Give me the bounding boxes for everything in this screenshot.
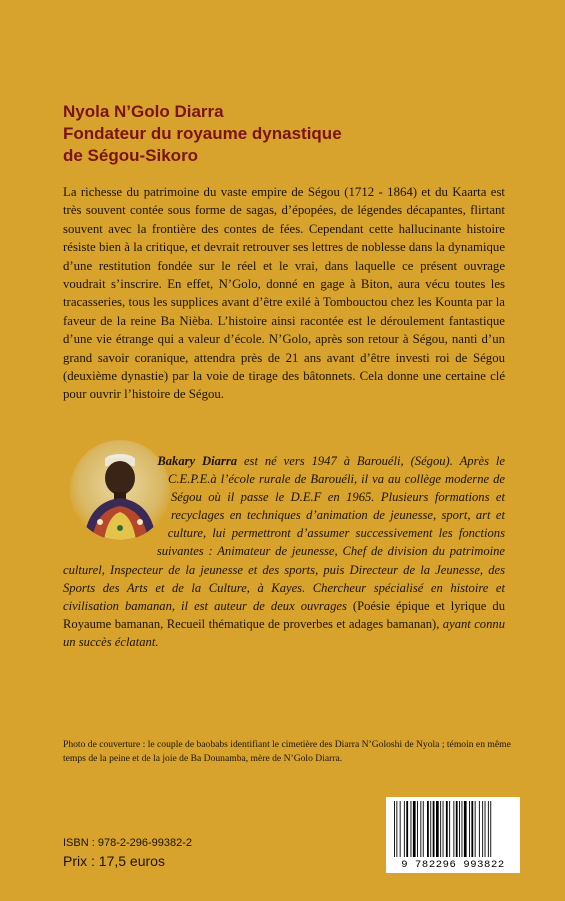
barcode-bar bbox=[475, 801, 476, 857]
barcode-bars bbox=[386, 797, 520, 859]
barcode-bar bbox=[479, 801, 480, 857]
barcode-bar bbox=[471, 801, 473, 857]
barcode-bar bbox=[400, 801, 401, 857]
isbn: ISBN : 978-2-296-99382-2 bbox=[63, 837, 193, 849]
barcode-bar bbox=[433, 801, 435, 857]
barcode-bar bbox=[482, 801, 483, 857]
barcode-bar bbox=[464, 801, 467, 857]
photo-wrap-spacer bbox=[61, 452, 171, 560]
barcode-bar bbox=[449, 801, 450, 857]
barcode-bar bbox=[459, 801, 460, 857]
barcode-bar bbox=[427, 801, 429, 857]
title-line-1: Nyola N’Golo Diarra bbox=[63, 102, 224, 121]
barcode bbox=[386, 797, 520, 873]
barcode-bar bbox=[490, 801, 491, 857]
author-name: Bakary Diarra bbox=[157, 454, 238, 468]
bio-end-text: , ayant connu un succès éclatant. bbox=[63, 616, 505, 649]
barcode-bar bbox=[456, 801, 458, 857]
barcode-bar bbox=[413, 801, 416, 857]
barcode-bar bbox=[469, 801, 470, 857]
price: Prix : 17,5 euros bbox=[63, 853, 165, 869]
barcode-bar bbox=[417, 801, 418, 857]
barcode-bar bbox=[406, 801, 408, 857]
cover-photo-caption: Photo de couverture : le couple de baobabs identifiant le cimetière des Diarra N’Goloshi de Nyola ; témoin en même temps de la peine et de la joie de Ba Dounamba, mère de N’Golo Diarra. bbox=[63, 739, 511, 764]
barcode-bar bbox=[423, 801, 424, 857]
barcode-bar bbox=[453, 801, 454, 857]
bio-main-text: est né vers 1947 à Barouéli, (Ségou). Après le C.E.P.E.à l’école rurale de Barouéli, il va au collège moderne de Ségou où il passe le D.E.F en 1965. Plusieurs formations et recyclages en techniques d’animation de jeunesse, sport, art et culture, lui permettront d’assumer successivement les fonctions suivantes : Animateur de jeunesse, Chef de division du patrimoine culturel, Inspecteur de la jeunesse et des sports, puis Directeur de la Jeunesse, des Sports des Arts et de la Culture, à Kayes. Chercheur spécialisé en histoire et civilisation bamanan, il est auteur de deux ouvrages bbox=[63, 454, 505, 613]
barcode-bar bbox=[394, 801, 395, 857]
barcode-bar bbox=[430, 801, 431, 857]
barcode-bar bbox=[440, 801, 441, 857]
barcode-bar bbox=[436, 801, 439, 857]
barcode-bar bbox=[446, 801, 448, 857]
author-biography bbox=[63, 452, 505, 651]
barcode-bar bbox=[443, 801, 444, 857]
barcode-bar bbox=[396, 801, 397, 857]
barcode-bar bbox=[462, 801, 463, 857]
barcode-bar bbox=[420, 801, 421, 857]
title-line-3: de Ségou-Sikoro bbox=[63, 146, 199, 165]
title-line-2: Fondateur du royaume dynastique bbox=[63, 124, 342, 143]
book-title bbox=[63, 101, 523, 167]
barcode-bar bbox=[488, 801, 489, 857]
barcode-digits: 9 782296 993822 bbox=[401, 859, 505, 871]
barcode-bar bbox=[411, 801, 412, 857]
bio-works: (Poésie épique et lyrique du Royaume bamanan, Recueil thématique de proverbes et adages bamanan) bbox=[63, 598, 506, 631]
book-summary: La richesse du patrimoine du vaste empire de Ségou (1712 - 1864) et du Kaarta est très souvent contée sous forme de sagas, d’épopées, de légendes décapantes, flirtant souvent avec la frontière des contes de fées. Cependant cette hallucinante histoire résiste bien à la critique, et devrait retrouver ses lettres de noblesse dans la dynamique d’une restitution fondée sur le réel et le vrai, dans laquelle ce présent ouvrage voudrait s’inscrire. En effet, N’Golo, donné en gage à Biton, aura vécu toutes les tracasseries, tous les supplices avant d’être exilé à Tombouctou chez les Kounta par la faveur de la reine Ba Nièba. L’histoire ainsi racontée est le déroulement fantastique d’une vie étrange qui a valeur d’école. N’Golo, après son retour à Ségou, nanti d’un grand savoir coranique, attendra près de 21 ans avant d’être investi roi de Ségou (deuxième dynastie) par la voie de tirage des bâtonnets. Cela donne une certaine clé pour ouvrir l’histoire de Ségou. bbox=[63, 185, 505, 402]
barcode-bar bbox=[485, 801, 486, 857]
barcode-bar bbox=[404, 801, 405, 857]
